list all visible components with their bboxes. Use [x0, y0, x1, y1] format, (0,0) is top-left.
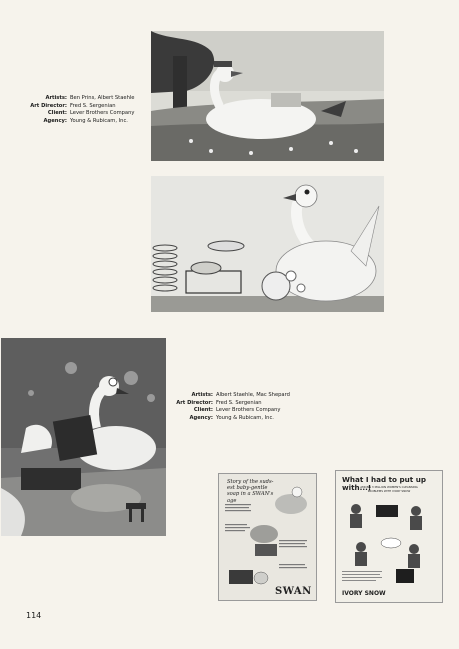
credit-label: Agency: [43, 117, 67, 124]
credit-row [150, 392, 290, 400]
credits-block-1 [20, 95, 135, 125]
credit-row [150, 400, 290, 408]
ivory-ad-brand: IVORY SNOW [342, 590, 386, 597]
ivory-snow-ad [335, 470, 443, 603]
swan-picnic-illustration [151, 31, 384, 161]
credit-label: Art Director: [30, 102, 67, 109]
credit-label: Client: [193, 407, 213, 414]
credit-row [150, 415, 290, 423]
credit-value: Young & Rubicam, Inc. [70, 117, 128, 124]
swan-soap-ad [218, 473, 317, 601]
credit-value: Lever Brothers Company [70, 110, 135, 117]
swan-ad-brand: SWAN [275, 586, 312, 597]
credit-value: Lever Brothers Company [216, 407, 281, 414]
credit-label: Artists: [45, 95, 67, 101]
credit-label: Art Director: [176, 399, 213, 406]
credit-value: Ben Prins, Albert Staehle [70, 95, 135, 101]
credit-row [20, 95, 135, 103]
credit-row [150, 407, 290, 415]
credit-value: Fred S. Sergenian [70, 102, 116, 109]
credit-row [20, 103, 135, 111]
credit-value: Albert Staehle, Mac Shepard [216, 392, 290, 398]
credit-row [20, 118, 135, 126]
credits-block-2 [150, 392, 290, 422]
swan-reading-illustration [1, 338, 166, 536]
credit-label: Client: [47, 110, 67, 117]
credit-value: Fred S. Sergenian [216, 399, 262, 406]
credit-label: Agency: [189, 414, 213, 421]
credit-label: Artists: [191, 392, 213, 398]
swan-dishes-illustration [151, 176, 384, 312]
credit-row [20, 110, 135, 118]
credit-value: Young & Rubicam, Inc. [216, 414, 274, 421]
swan-ad-headline: Story of the suds-est baby-gentle soap in a SWAN's age [227, 479, 274, 504]
page-number: 114 [26, 611, 42, 620]
ivory-ad-headline: What I had to put up with...! [342, 475, 426, 492]
ivory-ad-subheadline: AMONG 3 MILLION WOMEN'S CLEANSING PROBLEMS WITH IVORY SNOW [360, 485, 418, 493]
